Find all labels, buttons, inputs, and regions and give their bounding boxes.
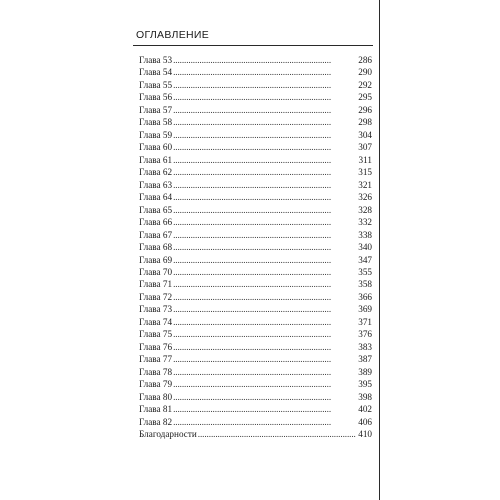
toc-entry-label: Глава 66 bbox=[139, 217, 173, 228]
toc-dot-leader bbox=[172, 416, 358, 428]
toc-entry[interactable] bbox=[139, 129, 372, 141]
toc-entry-label: Глава 68 bbox=[139, 242, 173, 253]
toc-entry[interactable] bbox=[139, 366, 372, 378]
toc-entry-label: Глава 67 bbox=[139, 229, 173, 240]
toc-entry-label: Глава 53 bbox=[139, 55, 173, 65]
toc-entry-page-number: 338 bbox=[358, 229, 372, 240]
toc-entry-label: Глава 82 bbox=[139, 416, 173, 427]
toc-entry[interactable] bbox=[139, 341, 372, 353]
toc-entry[interactable] bbox=[139, 428, 372, 440]
toc-entry-page-number: 321 bbox=[358, 179, 372, 190]
toc-entry[interactable] bbox=[139, 353, 372, 365]
toc-entry-label: Глава 56 bbox=[139, 92, 173, 103]
toc-entry-page-number: 311 bbox=[358, 154, 372, 165]
toc-entry-page-number: 298 bbox=[358, 117, 372, 128]
toc-entry-label: Глава 65 bbox=[139, 204, 173, 215]
toc-dot-leader bbox=[172, 316, 358, 328]
toc-entry[interactable] bbox=[139, 204, 372, 216]
toc-entry-page-number: 328 bbox=[358, 204, 372, 215]
toc-entry[interactable] bbox=[139, 278, 372, 290]
toc-entry-page-number: 292 bbox=[358, 79, 372, 90]
toc-entry-page-number: 332 bbox=[358, 217, 372, 228]
toc-entry-page-number: 376 bbox=[358, 329, 372, 340]
toc-entry[interactable] bbox=[139, 391, 372, 403]
toc-dot-leader bbox=[172, 54, 358, 66]
toc-dot-leader bbox=[172, 166, 358, 178]
toc-entry-label: Глава 70 bbox=[139, 266, 173, 277]
toc-entry[interactable] bbox=[139, 416, 372, 428]
toc-entry-label: Глава 55 bbox=[139, 79, 173, 90]
toc-entry-label: Глава 60 bbox=[139, 142, 173, 153]
toc-entry-label: Глава 75 bbox=[139, 329, 173, 340]
toc-dot-leader bbox=[172, 129, 358, 141]
toc-entry-label: Глава 71 bbox=[139, 279, 173, 290]
toc-entry-page-number: 355 bbox=[358, 266, 372, 277]
toc-entry-page-number: 410 bbox=[358, 429, 372, 440]
toc-entry-label: Глава 62 bbox=[139, 167, 173, 178]
toc-entry-label: Глава 79 bbox=[139, 379, 173, 390]
toc-entry[interactable] bbox=[139, 104, 372, 116]
toc-dot-leader bbox=[172, 278, 358, 290]
toc-entry-label: Благодарности bbox=[139, 429, 197, 440]
toc-entry-page-number: 402 bbox=[358, 404, 372, 415]
toc-dot-leader bbox=[172, 403, 358, 415]
toc-dot-leader bbox=[172, 104, 358, 116]
toc-entry-label: Глава 58 bbox=[139, 117, 173, 128]
toc-entry[interactable] bbox=[139, 79, 372, 91]
toc-entry[interactable] bbox=[139, 266, 372, 278]
toc-entry-page-number: 307 bbox=[358, 142, 372, 153]
toc-entry-page-number: 358 bbox=[358, 279, 372, 290]
toc-entry-label: Глава 81 bbox=[139, 404, 173, 415]
toc-dot-leader bbox=[172, 229, 358, 241]
toc-dot-leader bbox=[172, 216, 358, 228]
toc-entry-label: Глава 80 bbox=[139, 391, 173, 402]
toc-entry[interactable] bbox=[139, 229, 372, 241]
toc-entry-label: Глава 78 bbox=[139, 366, 173, 377]
toc-dot-leader bbox=[172, 391, 358, 403]
toc-dot-leader bbox=[172, 179, 358, 191]
toc-entry-page-number: 295 bbox=[358, 92, 372, 103]
toc-entry-label: Глава 54 bbox=[139, 67, 173, 78]
table-of-contents bbox=[139, 54, 372, 441]
toc-entry[interactable] bbox=[139, 378, 372, 390]
toc-entry[interactable] bbox=[139, 179, 372, 191]
toc-entry[interactable] bbox=[139, 316, 372, 328]
toc-entry[interactable] bbox=[139, 254, 372, 266]
toc-entry-label: Глава 76 bbox=[139, 341, 173, 352]
toc-dot-leader bbox=[172, 66, 358, 78]
toc-entry-label: Глава 64 bbox=[139, 192, 173, 203]
toc-dot-leader bbox=[172, 254, 358, 266]
toc-dot-leader bbox=[172, 141, 358, 153]
toc-entry[interactable] bbox=[139, 328, 372, 340]
toc-entry[interactable] bbox=[139, 54, 372, 66]
page-title: ОГЛАВЛЕНИЕ bbox=[136, 29, 210, 41]
toc-entry[interactable] bbox=[139, 241, 372, 253]
toc-entry-label: Глава 59 bbox=[139, 129, 173, 140]
toc-dot-leader bbox=[172, 303, 358, 315]
toc-entry-page-number: 406 bbox=[358, 416, 372, 427]
toc-entry-page-number: 383 bbox=[358, 341, 372, 352]
toc-dot-leader bbox=[172, 116, 358, 128]
toc-entry-page-number: 326 bbox=[358, 192, 372, 203]
toc-entry[interactable] bbox=[139, 291, 372, 303]
toc-dot-leader bbox=[172, 241, 358, 253]
toc-entry[interactable] bbox=[139, 191, 372, 203]
toc-entry-page-number: 369 bbox=[358, 304, 372, 315]
toc-entry[interactable] bbox=[139, 403, 372, 415]
toc-entry-page-number: 290 bbox=[358, 67, 372, 78]
toc-entry-page-number: 398 bbox=[358, 391, 372, 402]
toc-entry[interactable] bbox=[139, 91, 372, 103]
toc-entry-label: Глава 63 bbox=[139, 179, 173, 190]
toc-entry-page-number: 371 bbox=[358, 316, 372, 327]
toc-dot-leader bbox=[172, 204, 358, 216]
toc-dot-leader bbox=[172, 291, 358, 303]
toc-dot-leader bbox=[172, 191, 358, 203]
toc-entry[interactable] bbox=[139, 166, 372, 178]
toc-entry-label: Глава 57 bbox=[139, 104, 173, 115]
toc-dot-leader bbox=[172, 154, 358, 166]
toc-entry-page-number: 389 bbox=[358, 366, 372, 377]
toc-entry-page-number: 304 bbox=[358, 129, 372, 140]
toc-entry-page-number: 315 bbox=[358, 167, 372, 178]
toc-dot-leader bbox=[172, 79, 358, 91]
toc-dot-leader bbox=[172, 366, 358, 378]
toc-entry[interactable] bbox=[139, 216, 372, 228]
toc-dot-leader bbox=[172, 328, 358, 340]
toc-entry-page-number: 395 bbox=[358, 379, 372, 390]
toc-entry[interactable] bbox=[139, 154, 372, 166]
toc-entry-label: Глава 72 bbox=[139, 291, 173, 302]
toc-entry-page-number: 387 bbox=[358, 354, 372, 365]
toc-entry-label: Глава 69 bbox=[139, 254, 173, 265]
toc-entry[interactable] bbox=[139, 116, 372, 128]
toc-entry-label: Глава 61 bbox=[139, 154, 173, 165]
toc-entry-page-number: 296 bbox=[358, 104, 372, 115]
page-header bbox=[133, 28, 373, 46]
toc-dot-leader bbox=[172, 353, 358, 365]
toc-entry-page-number: 286 bbox=[358, 55, 372, 65]
toc-entry-page-number: 347 bbox=[358, 254, 372, 265]
toc-entry-label: Глава 74 bbox=[139, 316, 173, 327]
toc-entry-label: Глава 73 bbox=[139, 304, 173, 315]
toc-dot-leader bbox=[172, 341, 358, 353]
toc-dot-leader bbox=[172, 266, 358, 278]
toc-entry[interactable] bbox=[139, 303, 372, 315]
toc-dot-leader bbox=[172, 91, 358, 103]
toc-entry[interactable] bbox=[139, 66, 372, 78]
toc-entry-label: Глава 77 bbox=[139, 354, 173, 365]
toc-dot-leader bbox=[172, 378, 358, 390]
page-edge-line bbox=[379, 0, 380, 500]
toc-entry-page-number: 340 bbox=[358, 242, 372, 253]
toc-entry-page-number: 366 bbox=[358, 291, 372, 302]
toc-dot-leader bbox=[197, 428, 358, 440]
toc-entry[interactable] bbox=[139, 141, 372, 153]
